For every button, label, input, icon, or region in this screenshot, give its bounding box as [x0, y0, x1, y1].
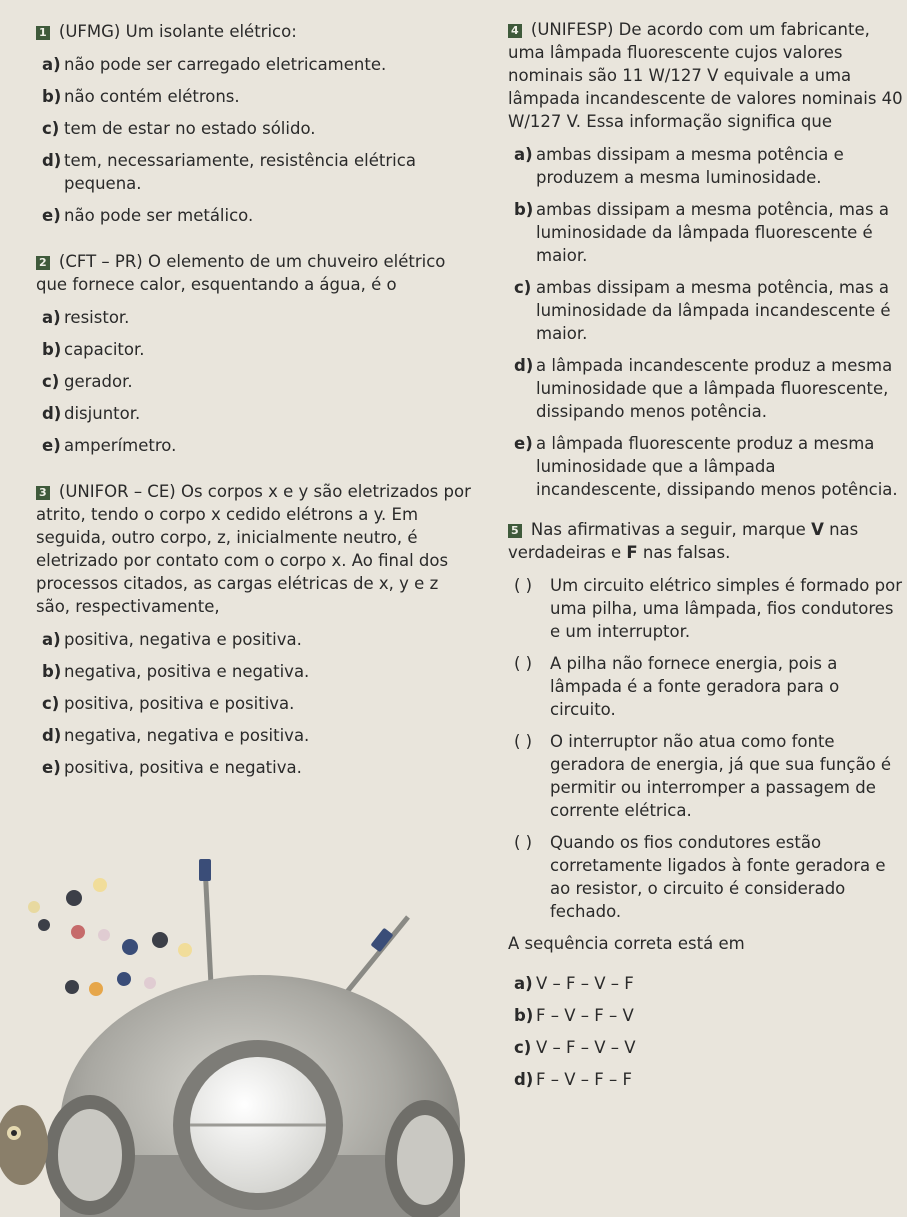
option: [508, 143, 903, 189]
true-marker: V: [811, 520, 824, 539]
option-text: gerador.: [64, 372, 133, 391]
question-3-stem: [36, 480, 476, 618]
option-letter: a): [42, 630, 61, 649]
option-text: amperímetro.: [64, 436, 177, 455]
question-5-stem: [508, 518, 903, 564]
option-text: disjuntor.: [64, 404, 141, 423]
option: [508, 198, 903, 267]
option-letter: b): [42, 662, 62, 681]
option-text: capacitor.: [64, 340, 145, 359]
option-letter: c): [514, 1037, 532, 1057]
option-letter: a): [514, 145, 533, 164]
option-text: a lâmpada fluorescente produz a mesma luminosidade que a lâmpada incandescente, dissipando menos potência.: [536, 434, 898, 499]
option-letter: a): [42, 308, 61, 327]
option-letter: e): [42, 206, 61, 225]
true-false-item: [508, 652, 903, 721]
option-text: não pode ser carregado eletricamente.: [64, 55, 387, 74]
question-text: nas falsas.: [637, 543, 731, 562]
question-number-badge: 1: [36, 26, 50, 40]
question-source: (CFT – PR): [58, 252, 143, 271]
option-letter: e): [514, 434, 533, 453]
true-false-item: [508, 831, 903, 923]
option-text: não contém elétrons.: [64, 87, 240, 106]
option: [36, 402, 476, 425]
option-letter: d): [42, 151, 62, 170]
true-false-item: [508, 574, 903, 643]
option: [36, 338, 476, 361]
option-letter: c): [514, 278, 532, 297]
option: [36, 756, 476, 779]
question-5: [508, 518, 903, 1091]
option: [508, 1036, 903, 1059]
option: [36, 204, 476, 227]
option-text: a lâmpada incandescente produz a mesma luminosidade que a lâmpada fluorescente, dissipando menos potência.: [536, 356, 893, 421]
option-text: V – F – V – F: [536, 973, 634, 993]
question-2: [36, 250, 476, 457]
question-4-stem: [508, 18, 903, 133]
sequence-label: A sequência correta está em: [508, 934, 745, 953]
question-number-badge: 3: [36, 486, 50, 500]
option: [508, 1068, 903, 1091]
option-letter: b): [514, 1005, 534, 1025]
option-letter: c): [42, 694, 60, 713]
option-letter: d): [514, 1069, 534, 1089]
option-letter: a): [42, 55, 61, 74]
option: [508, 972, 903, 995]
question-text: Um isolante elétrico:: [125, 22, 297, 41]
question-number-badge: 5: [508, 524, 522, 538]
question-3: [36, 480, 476, 779]
option: [508, 1004, 903, 1027]
option-text: tem, necessariamente, resistência elétrica pequena.: [64, 151, 416, 193]
option-text: F – V – F – V: [536, 1005, 634, 1025]
right-column: [508, 18, 903, 1100]
false-marker: F: [626, 543, 638, 562]
answer-blank[interactable]: ( ): [514, 833, 533, 852]
option: [36, 85, 476, 108]
decorative-dots: [28, 878, 192, 996]
answer-blank[interactable]: ( ): [514, 576, 533, 595]
question-text: Os corpos x e y são eletrizados por atrito, tendo o corpo x cedido elétrons a y. Em seguida, outro corpo, z, inicialmente neutro, é eletrizado por contato com o corpo x. Ao final dos processos citados, as cargas elétricas de x, y e z são, respectivamente,: [36, 482, 471, 616]
option-text: positiva, negativa e positiva.: [64, 630, 302, 649]
option-letter: a): [514, 973, 533, 993]
option: [508, 354, 903, 423]
antenna-tip-left: [199, 859, 211, 881]
option-letter: c): [42, 119, 60, 138]
diving-helmet-illustration: [0, 855, 500, 1217]
question-1-stem: [36, 20, 476, 43]
option: [508, 276, 903, 345]
question-2-stem: [36, 250, 476, 296]
option-letter: c): [42, 372, 60, 391]
statement-text: O interruptor não atua como fonte geradora de energia, já que sua função é permitir ou interromper a passagem de corrente elétrica.: [550, 732, 892, 820]
question-1: [36, 20, 476, 227]
owl-figure: [0, 1105, 48, 1185]
option: [36, 660, 476, 683]
option-letter: d): [42, 404, 62, 423]
option-text: ambas dissipam a mesma potência, mas a luminosidade da lâmpada incandescente é maior.: [536, 278, 891, 343]
option-letter: e): [42, 436, 61, 455]
option: [508, 432, 903, 501]
option: [36, 370, 476, 393]
option: [36, 692, 476, 715]
option-text: F – V – F – F: [536, 1069, 632, 1089]
option: [36, 149, 476, 195]
option: [36, 628, 476, 651]
option-letter: b): [42, 87, 62, 106]
statement-text: A pilha não fornece energia, pois a lâmpada é a fonte geradora para o circuito.: [550, 654, 840, 719]
option-text: positiva, positiva e positiva.: [64, 694, 295, 713]
question-number-badge: 2: [36, 256, 50, 270]
option-letter: b): [42, 340, 62, 359]
option-text: resistor.: [64, 308, 130, 327]
option: [36, 724, 476, 747]
statement-text: Um circuito elétrico simples é formado por uma pilha, uma lâmpada, fios condutores e um interruptor.: [550, 576, 902, 641]
question-source: (UNIFOR – CE): [58, 482, 176, 501]
true-false-item: [508, 730, 903, 822]
question-text: Nas afirmativas a seguir, marque: [530, 520, 812, 539]
question-4: [508, 18, 903, 501]
answer-blank[interactable]: ( ): [514, 732, 533, 751]
option-letter: d): [42, 726, 62, 745]
option-text: negativa, positiva e negativa.: [64, 662, 310, 681]
left-column: [36, 20, 476, 788]
statement-text: Quando os fios condutores estão corretamente ligados à fonte geradora e ao resistor, o circuito é considerado fechado.: [550, 833, 886, 921]
option: [36, 306, 476, 329]
option-text: não pode ser metálico.: [64, 206, 254, 225]
option: [36, 434, 476, 457]
option-letter: e): [42, 758, 61, 777]
option-text: tem de estar no estado sólido.: [64, 119, 316, 138]
question-text: nas verdadeiras e: [508, 520, 859, 562]
question-source: (UFMG): [58, 22, 121, 41]
option-letter: d): [514, 356, 534, 375]
option-text: positiva, positiva e negativa.: [64, 758, 302, 777]
option-text: V – F – V – V: [536, 1037, 636, 1057]
option: [36, 117, 476, 140]
option-text: ambas dissipam a mesma potência e produzem a mesma luminosidade.: [536, 145, 844, 187]
option-letter: b): [514, 200, 534, 219]
option-text: ambas dissipam a mesma potência, mas a luminosidade da lâmpada fluorescente é maior.: [536, 200, 889, 265]
question-number-badge: 4: [508, 24, 522, 38]
question-text: De acordo com um fabricante, uma lâmpada fluorescente cujos valores nominais são 11 W/127 V equivale a uma lâmpada incandescente de valores nominais 40 W/127 V. Essa informação significa que: [508, 20, 903, 131]
answer-blank[interactable]: ( ): [514, 654, 533, 673]
question-source: (UNIFESP): [530, 20, 614, 39]
option-text: negativa, negativa e positiva.: [64, 726, 310, 745]
question-text: O elemento de um chuveiro elétrico que fornece calor, esquentando a água, é o: [36, 252, 446, 294]
option: [36, 53, 476, 76]
